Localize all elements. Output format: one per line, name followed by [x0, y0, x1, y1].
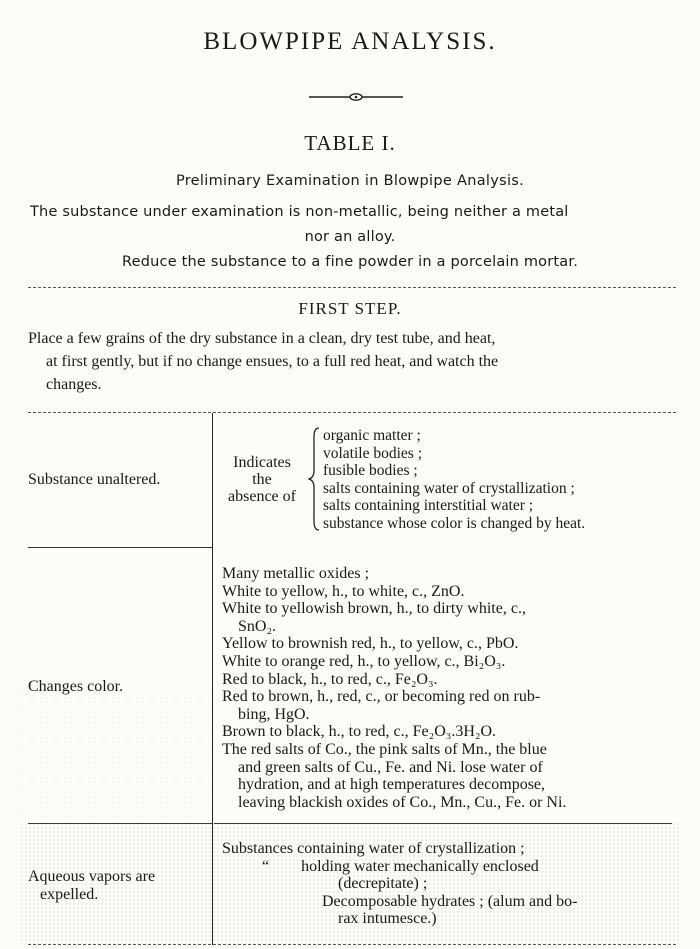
list-item: organic matter ;	[323, 427, 421, 444]
row-1-bottom-rule-left	[28, 547, 212, 548]
row-3-observation	[28, 868, 208, 904]
first-step-line-3: changes.	[46, 376, 102, 393]
detail-line: White to orange red, h., to yellow, c., Bi₂O₃.	[222, 652, 506, 670]
detail-line: bing, HgO.	[238, 705, 310, 723]
list-item: salts containing interstitial water ;	[323, 497, 534, 515]
detail-line: Yellow to brownish red, h., to yellow, c., PbO.	[222, 635, 519, 653]
detail-line: SnO₂.	[238, 617, 277, 635]
detail-line: White to yellowish brown, h., to dirty white, c.,	[222, 600, 526, 618]
detail-line: Red to brown, h., red, c., or becoming red on rub-	[222, 688, 541, 706]
intro-line-1: The substance under examination is non-metallic, being neither a metal	[30, 204, 569, 220]
observation-line: Aqueous vapors are	[28, 868, 156, 885]
ornament-divider	[309, 91, 403, 103]
list-item: salts containing water of crystallization ;	[323, 479, 575, 497]
detail-line: Substances containing water of crystallization ;	[222, 840, 525, 857]
list-item: volatile bodies ;	[323, 444, 423, 462]
intro-line-3: Reduce the substance to a fine powder in a porcelain mortar.	[122, 254, 578, 270]
detail-line: White to yellow, h., to white, c., ZnO.	[222, 582, 465, 600]
paper-texture	[20, 690, 210, 820]
detail-line: The red salts of Co., the pink salts of Mn., the blue	[222, 740, 547, 758]
intro-line-2: nor an alloy.	[304, 229, 396, 245]
first-step-line-2: at first gently, but if no change ensues, to a full red heat, and watch the	[46, 353, 499, 370]
first-step-text	[28, 327, 678, 396]
detail-line: Brown to black, h., to red, c., Fe₂O₃.3H₂O.	[222, 723, 497, 741]
indicates-word: Indicates	[233, 454, 291, 471]
the-word: the	[252, 471, 272, 488]
detail-line: (decrepitate) ;	[338, 875, 428, 893]
detail-line: Many metallic oxides ;	[222, 565, 370, 582]
row-2-observation: Changes color.	[28, 678, 124, 695]
list-item: substance whose color is changed by heat.	[323, 514, 586, 532]
detail-line: Decomposable hydrates ; (alum and bo-	[322, 892, 578, 910]
row-2-details	[222, 565, 677, 811]
detail-line: and green salts of Cu., Fe. and Ni. lose water of	[238, 758, 543, 776]
detail-line: leaving blackish oxides of Co., Mn., Cu., Fe. or Ni.	[238, 793, 567, 811]
first-step-heading: FIRST STEP.	[298, 299, 402, 318]
detail-line: hydration, and at high temperatures decompose,	[238, 776, 546, 794]
detail-line: rax intumesce.)	[338, 910, 437, 928]
first-step-line-1: Place a few grains of the dry substance in a clean, dry test tube, and heat,	[28, 330, 496, 347]
absence-list	[323, 427, 683, 533]
row-3-details	[222, 840, 677, 928]
row-1-indicates	[216, 454, 308, 505]
page-bottom-rule	[28, 944, 676, 945]
curly-brace-icon	[308, 426, 322, 532]
list-item: fusible bodies ;	[323, 462, 418, 480]
divider-rule	[28, 287, 676, 288]
detail-line: Red to black, h., to red, c., Fe₂O₃.	[222, 670, 438, 688]
row-1-observation: Substance unaltered.	[28, 471, 161, 488]
absence-of-words: absence of	[228, 488, 296, 505]
table-subtitle: Preliminary Examination in Blowpipe Analysis.	[175, 173, 525, 189]
table-top-rule	[28, 412, 676, 413]
book-title: BLOWPIPE ANALYSIS.	[203, 28, 497, 55]
observation-line: expelled.	[40, 886, 99, 903]
table-number: TABLE I.	[304, 131, 396, 155]
detail-line: “ holding water mechanically enclosed	[262, 857, 539, 875]
